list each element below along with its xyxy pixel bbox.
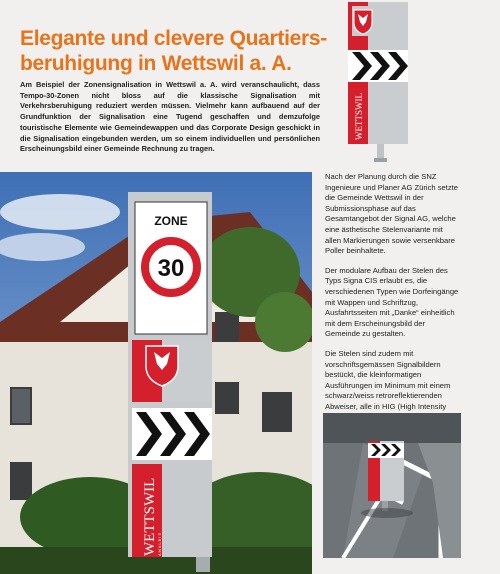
- zone-label: ZONE: [154, 214, 188, 228]
- top-stele-town-name: WETTSWIL: [354, 93, 364, 140]
- stele-illustration: [340, 0, 420, 170]
- stele-town-name: WETTSWIL: [142, 477, 158, 556]
- headline-line-2: beruhigung in Wettswil a. A.: [20, 52, 292, 75]
- body-text-column: [325, 172, 460, 432]
- lead-paragraph: Am Beispiel der Zonensignalisation in Wettswil a. A. wird veranschaulicht, dass Tempo-30-Zonen nicht bloss auf die klassische Signalisation mit Verkehrsberuhigung reduziert werden müssen. Vielmehr kann aufbauend auf der Grundfunktion der Signalisation eine Tugend geschaffen und demzufolge touristische Elemente wie Gemeindewappen und das Corporate Design geschickt in die Signalisation eingebunden werden, um so einem individuellen und persönlichen Erscheinungsbild einer Gemeinde Rechnung zu tragen.: [20, 80, 320, 154]
- headline-line-1: Elegante und clevere Quartiers-: [20, 27, 327, 50]
- body-paragraph-3: Die Stelen sind zudem mit vorschriftsgemässen Signalbildern bestückt, die kleinformatigen Ausführungen im Minimum mit einem schwarz/weiss retroreflektierenden Abweiser, alle in HIG (High Intensity: [325, 348, 451, 411]
- headline: [20, 26, 340, 76]
- road-photo: [323, 413, 461, 558]
- speed-limit: 30: [157, 255, 185, 282]
- body-paragraph-2: Der modulare Aufbau der Stelen des Typs Signa CIS erlaubt es, die verschiedenen Typen wie Dorfeingänge mit Wappen und Schriftzug, Ausfahrtsseiten mit „Danke“ einheitlich mit dem Erscheinungsbild der Gemeinde zu gestalten.: [325, 265, 459, 339]
- body-paragraph-1: Nach der Planung durch die SNZ Ingenieure und Planer AG Zürich setzte die Gemeinde Wettswil in der Submissionsphase auf das Gesamtangebot der Signal AG, welche eine ästhetische Stelenvariante mit allen Markierungen sowie versenkbare Poller beinhaltete.: [325, 172, 458, 256]
- street-photo: [0, 172, 312, 574]
- stele-town-subtitle: A M A L B I S: [157, 532, 162, 556]
